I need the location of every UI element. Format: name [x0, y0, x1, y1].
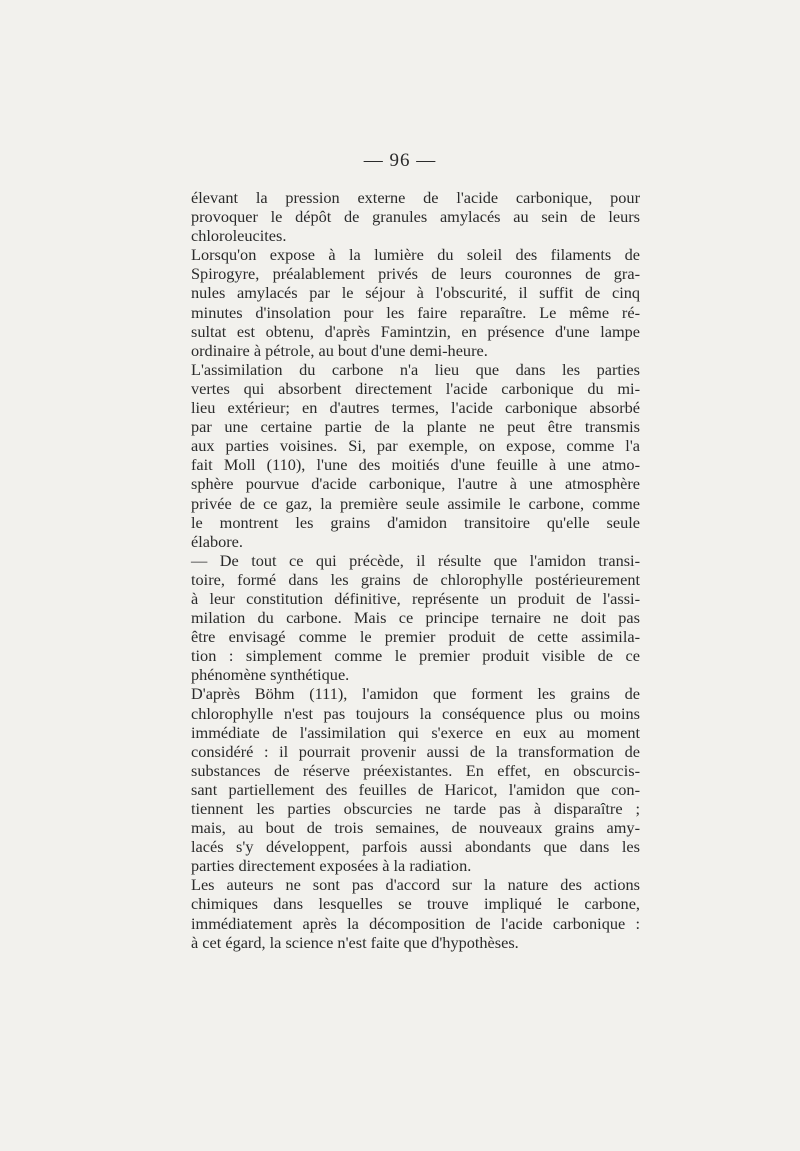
- text-line: sant partiellement des feuilles de Haricot, l'amidon que con-: [191, 779, 640, 799]
- page-number: — 96 —: [363, 150, 437, 171]
- text-line: privée de ce gaz, la première seule assimile le carbone, comme: [191, 493, 640, 513]
- text-line: nules amylacés par le séjour à l'obscurité, il suffit de cinq: [191, 283, 640, 303]
- text-line: être envisagé comme le premier produit de cette assimila-: [191, 627, 640, 647]
- text-line: tion : simplement comme le premier produit visible de ce: [191, 646, 640, 666]
- text-line: à cet égard, la science n'est faite que d'hypothèses.: [191, 932, 519, 952]
- text-line: sphère pourvue d'acide carbonique, l'autre à une atmosphère: [191, 474, 640, 494]
- text-line: chlorophylle n'est pas toujours la conséquence plus ou moins: [191, 703, 640, 723]
- text-line: chimiques dans lesquelles se trouve impliqué le carbone,: [191, 894, 640, 914]
- text-line: L'assimilation du carbone n'a lieu que dans les parties: [191, 359, 640, 379]
- text-line: immédiate de l'assimilation qui s'exerce en eux au moment: [191, 722, 640, 742]
- text-line: immédiatement après la décomposition de l'acide carbonique :: [191, 913, 640, 933]
- text-line: — De tout ce qui précède, il résulte que l'amidon transi-: [191, 550, 640, 570]
- text-line: le montrent les grains d'amidon transitoire qu'elle seule: [191, 512, 640, 532]
- text-line: lacés s'y développent, parfois aussi abondants que dans les: [191, 837, 640, 857]
- text-line: substances de réserve préexistantes. En effet, en obscurcis-: [191, 760, 640, 780]
- text-line: à leur constitution définitive, représente un produit de l'assi-: [191, 588, 640, 608]
- text-line: sultat est obtenu, d'après Famintzin, en présence d'une lampe: [191, 321, 640, 341]
- text-line: élevant la pression externe de l'acide carbonique, pour: [191, 188, 640, 207]
- text-line: élabore.: [191, 531, 243, 551]
- text-line: lieu extérieur; en d'autres termes, l'acide carbonique absorbé: [191, 398, 640, 418]
- text-line: toire, formé dans les grains de chlorophylle postérieurement: [191, 569, 640, 589]
- text-line: chloroleucites.: [191, 226, 287, 246]
- text-line: provoquer le dépôt de granules amylacés au sein de leurs: [191, 207, 640, 227]
- text-line: mais, au bout de trois semaines, de nouveaux grains amy-: [191, 818, 640, 838]
- text-line: par une certaine partie de la plante ne peut être transmis: [191, 417, 640, 437]
- body-text: [191, 188, 640, 952]
- text-line: tiennent les parties obscurcies ne tarde pas à disparaître ;: [191, 799, 640, 818]
- text-line: ordinaire à pétrole, au bout d'une demi-heure.: [191, 340, 488, 360]
- text-line: Lorsqu'on expose à la lumière du soleil des filaments de: [191, 245, 640, 265]
- text-line: considéré : il pourrait provenir aussi de la transformation de: [191, 741, 640, 761]
- text-line: minutes d'insolation pour les faire reparaître. Le même ré-: [191, 302, 640, 322]
- text-line: D'après Böhm (111), l'amidon que forment les grains de: [191, 684, 640, 704]
- text-line: parties directement exposées à la radiation.: [191, 856, 472, 876]
- text-line: phénomène synthétique.: [191, 665, 350, 685]
- text-line: fait Moll (110), l'une des moitiés d'une feuille à une atmo-: [191, 455, 640, 475]
- text-line: milation du carbone. Mais ce principe ternaire ne doit pas: [191, 608, 640, 628]
- text-line: vertes qui absorbent directement l'acide carbonique du mi-: [191, 378, 640, 398]
- text-line: aux parties voisines. Si, par exemple, on expose, comme l'a: [191, 436, 640, 456]
- text-line: Les auteurs ne sont pas d'accord sur la nature des actions: [191, 875, 640, 895]
- text-line: Spirogyre, préalablement privés de leurs couronnes de gra-: [191, 264, 640, 284]
